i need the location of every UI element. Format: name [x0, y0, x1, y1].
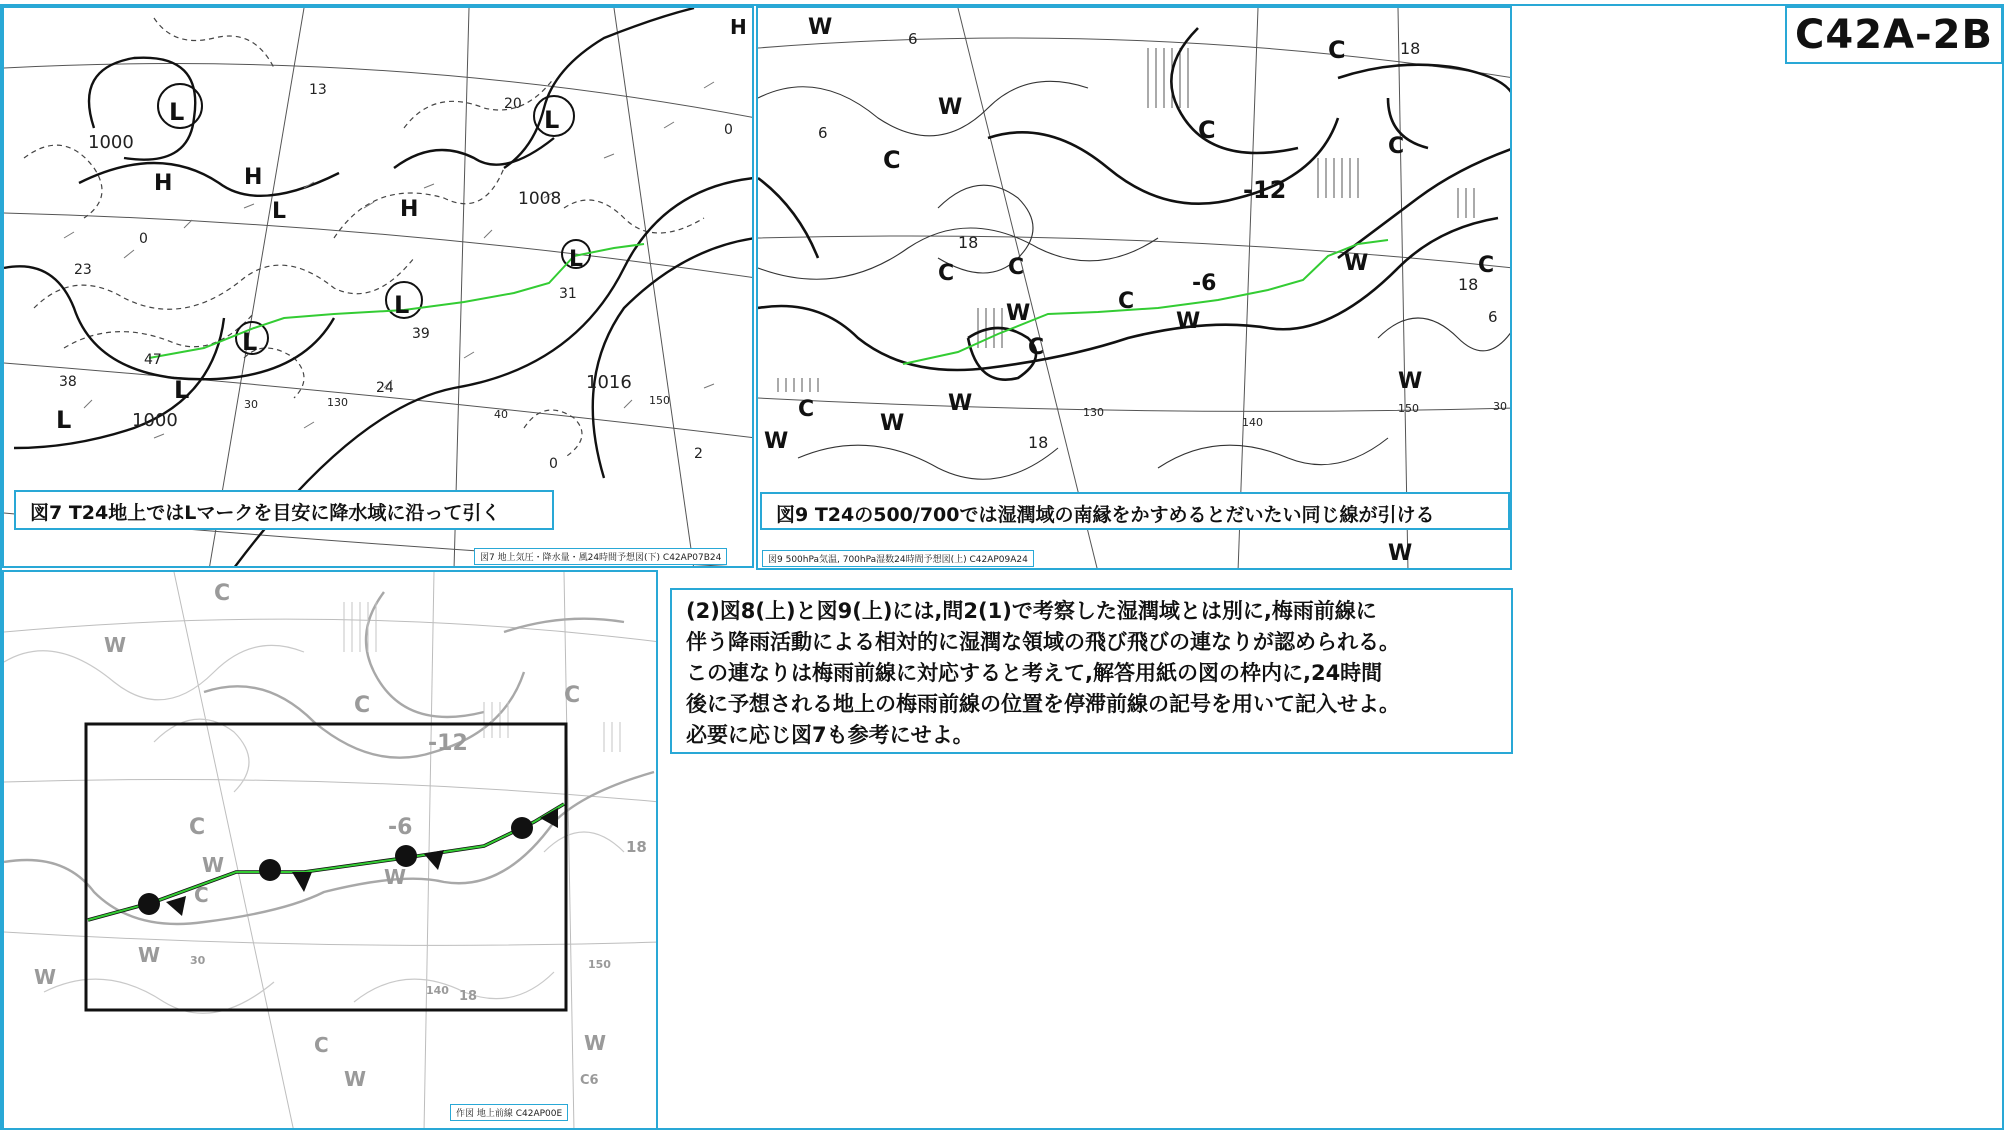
cold-mark: C: [314, 1033, 329, 1057]
fig7-caption: 図7 T24地上ではLマークを目安に降水域に沿って引く: [14, 490, 554, 530]
warm-mark: W: [34, 965, 57, 989]
warm-mark: W: [344, 1067, 367, 1091]
warm-mark: W: [764, 429, 789, 454]
cold-mark: C: [1478, 253, 1495, 278]
cold-front-triangle: [292, 872, 312, 892]
value-label: 18: [459, 989, 478, 1004]
answer-frame: [86, 724, 566, 1010]
warm-mark: W: [384, 865, 407, 889]
isotherm-label: -6: [388, 815, 413, 840]
fig9-panel: [756, 6, 1512, 570]
warm-mark: W: [584, 1031, 607, 1055]
question-line: 必要に応じ図7も参考にせよ。: [686, 723, 974, 747]
value-label: 47: [144, 352, 162, 368]
high-mark: H: [154, 171, 173, 196]
lon-label: 40: [494, 408, 508, 421]
cold-front-triangle: [166, 896, 186, 916]
value-label: C6: [580, 1073, 599, 1088]
value-label: 20: [504, 96, 522, 112]
value-label: 0: [549, 456, 558, 472]
lon-label: 140: [426, 984, 449, 997]
value-label: 18: [1400, 39, 1421, 58]
low-mark: L: [169, 98, 185, 126]
value-label: 39: [412, 326, 430, 342]
question-line: この連なりは梅雨前線に対応すると考えて,解答用紙の図の枠内に,24時間: [686, 661, 1383, 685]
value-label: 2: [694, 446, 703, 462]
isobar-label: 1000: [132, 410, 178, 431]
value-label: 18: [1458, 275, 1479, 294]
cold-mark: C: [938, 261, 955, 286]
value-label: 18: [1028, 433, 1049, 452]
warm-mark: W: [880, 411, 905, 436]
warm-mark: W: [202, 853, 225, 877]
value-label: 31: [559, 286, 577, 302]
cold-mark: C: [1028, 335, 1045, 360]
value-label: 0: [724, 122, 733, 138]
cold-mark: C: [1328, 36, 1346, 64]
drawing-panel: [2, 570, 658, 1130]
lon-label: 150: [1398, 402, 1419, 415]
value-label: 18: [626, 838, 647, 856]
warm-front-semicircle: [511, 817, 533, 839]
warm-mark: W: [1398, 369, 1423, 394]
value-label: 38: [59, 374, 77, 390]
low-mark: L: [174, 376, 190, 404]
warm-mark: W: [938, 95, 963, 120]
cold-mark: C: [189, 815, 206, 840]
fig7-source: 図7 地上気圧・降水量・風24時間予想図(下) C42AP07B24: [474, 548, 727, 565]
answer-map: [4, 572, 658, 1130]
high-mark: H: [244, 165, 263, 190]
warm-mark: W: [808, 15, 833, 40]
isobar-label: 1000: [88, 132, 134, 153]
question-line: (2)図8(上)と図9(上)には,問2(1)で考察した湿潤域とは別に,梅雨前線に: [686, 599, 1377, 623]
value-label: 13: [309, 82, 327, 98]
cold-mark: C: [1198, 116, 1216, 144]
low-mark: L: [272, 199, 287, 224]
stationary-front: [88, 804, 564, 920]
lon-label: 140: [1242, 416, 1263, 429]
cold-mark: C: [1008, 255, 1025, 280]
cold-mark: C: [564, 683, 581, 708]
warm-mark: W: [948, 391, 973, 416]
lat-label: 30: [190, 954, 206, 967]
low-mark: L: [394, 291, 410, 319]
isotherm-label: -12: [1243, 176, 1287, 204]
cold-mark: C: [354, 693, 371, 718]
isobar-label: 1016: [586, 372, 632, 393]
lon-label: 150: [649, 394, 670, 407]
warm-front-semicircle: [138, 893, 160, 915]
warm-front-semicircle: [259, 859, 281, 881]
warm-mark: W: [1176, 309, 1201, 334]
question-line: 後に予想される地上の梅雨前線の位置を停滞前線の記号を用いて記入せよ。: [686, 692, 1400, 716]
value-label: 6: [818, 124, 828, 142]
low-mark: L: [56, 406, 72, 434]
warm-mark: W: [1006, 301, 1031, 326]
low-mark: L: [569, 247, 584, 272]
low-mark: L: [544, 106, 560, 134]
warm-mark: W: [138, 943, 161, 967]
low-mark: L: [242, 328, 258, 356]
cold-mark: C: [1118, 289, 1135, 314]
cold-mark: C: [194, 883, 209, 907]
question-text: [670, 588, 1513, 754]
fig9-source: 図9 500hPa気温, 700hPa湿数24時間予想図(上) C42AP09A24: [762, 550, 1034, 567]
warm-mark: W: [1388, 541, 1413, 566]
isotherm-label: -6: [1192, 271, 1217, 296]
value-label: 23: [74, 262, 92, 278]
isobar-label: 1008: [518, 189, 562, 209]
cold-mark: C: [798, 397, 815, 422]
fig9-caption: 図9 T24の500/700では湿潤域の南縁をかすめるとだいたい同じ線が引ける: [760, 492, 1510, 530]
isotherm-label: -12: [428, 731, 468, 756]
warm-mark: W: [104, 633, 127, 657]
value-label: 6: [1488, 308, 1498, 326]
fig7-map: [4, 8, 754, 568]
drawing-source: 作図 地上前線 C42AP00E: [450, 1104, 568, 1121]
lon-label: 130: [1083, 406, 1104, 419]
lon-label: 130: [327, 396, 348, 409]
high-mark: H: [730, 15, 747, 39]
lat-label: 30: [1493, 400, 1507, 413]
problem-id-badge: C42A-2B: [1785, 6, 2003, 64]
cold-mark: C: [883, 146, 901, 174]
value-label: 0: [139, 231, 148, 247]
value-label: 24: [376, 380, 394, 396]
warm-front-semicircle: [395, 845, 417, 867]
cold-mark: C: [1388, 134, 1405, 159]
warm-mark: W: [1344, 251, 1369, 276]
lat-label: 30: [244, 398, 258, 411]
cold-mark: C: [214, 581, 231, 606]
value-label: 18: [958, 233, 979, 252]
question-line: 伴う降雨活動による相対的に湿潤な領域の飛び飛びの連なりが認められる。: [686, 630, 1400, 654]
value-label: 6: [908, 30, 918, 48]
lon-label: 150: [588, 958, 611, 971]
fig9-map: [758, 8, 1512, 570]
fig7-panel: [2, 6, 754, 568]
high-mark: H: [400, 197, 419, 222]
